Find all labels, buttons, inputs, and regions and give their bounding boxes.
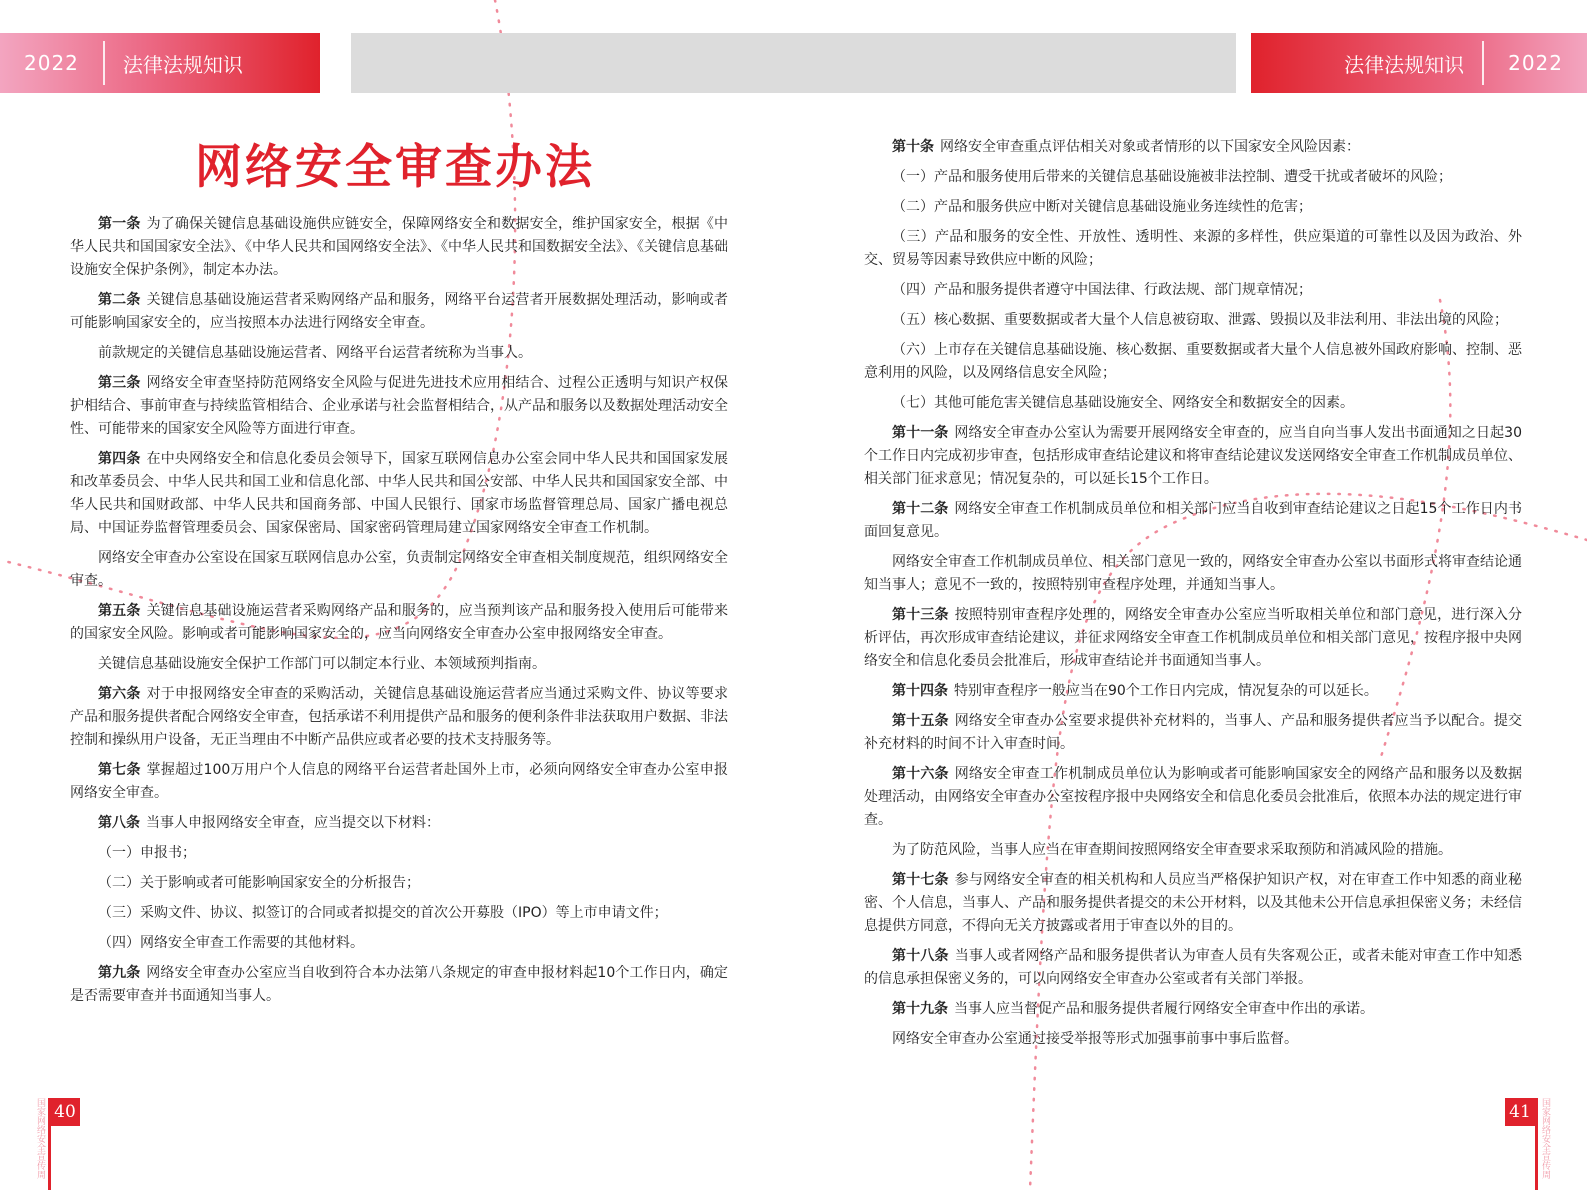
article-text: （三）采购文件、协议、拟签订的合同或者拟提交的首次公开募股（IPO）等上市申请文件；	[98, 905, 668, 921]
article-paragraph	[864, 604, 1522, 673]
article-number: 第一条	[98, 216, 141, 232]
article-text: 关键信息基础设施安全保护工作部门可以制定本行业、本领域预判指南。	[98, 656, 546, 672]
article-text: 为了防范风险，当事人应当在审查期间按照网络安全审查要求采取预防和消减风险的措施。	[892, 842, 1452, 858]
article-paragraph	[864, 710, 1522, 756]
article-paragraph	[864, 551, 1522, 597]
article-paragraph	[864, 839, 1522, 862]
article-text: （五）核心数据、重要数据或者大量个人信息被窃取、泄露、毁损以及非法利用、非法出境的风险；	[892, 312, 1508, 328]
header-topic: 法律法规知识	[1344, 52, 1465, 77]
article-text: 在中央网络安全和信息化委员会领导下，国家互联网信息办公室会同中华人民共和国国家发展和改革委员会、中华人民共和国工业和信息化部、中华人民共和国公安部、中华人民共和国国家安全部、中华人民共和国财政部、中华人民共和国商务部、中国人民银行、国家市场监督管理总局、国家广播电视总局、中国证券监督管理委员会、国家保密局、国家密码管理局建立国家网络安全审查工作机制。	[70, 451, 729, 536]
article-paragraph	[70, 842, 728, 865]
footer-vertical-text-left: 国家网络安全宣传周	[35, 1098, 45, 1179]
article-paragraph	[70, 902, 728, 925]
article-text: 按照特别审查程序处理的，网络安全审查办公室应当听取相关单位和部门意见，进行深入分析评估，再次形成审查结论建议，并征求网络安全审查工作机制成员单位和相关部门意见，按程序报中央网络安全和信息化委员会批准后，形成审查结论并书面通知当事人。	[864, 607, 1523, 669]
article-paragraph	[70, 289, 728, 335]
article-text: 网络安全审查办公室要求提供补充材料的，当事人、产品和服务提供者应当予以配合。提交补充材料的时间不计入审查时间。	[864, 713, 1523, 752]
header-grey-band	[351, 33, 1236, 93]
article-paragraph	[70, 600, 728, 646]
article-paragraph	[864, 196, 1522, 219]
article-text: 特别审查程序一般应当在90个工作日内完成，情况复杂的可以延长。	[954, 683, 1378, 699]
article-paragraph	[864, 136, 1522, 159]
article-text: 网络安全审查办公室通过接受举报等形式加强事前事中事后监督。	[892, 1031, 1298, 1047]
article-paragraph	[70, 932, 728, 955]
article-paragraph	[864, 392, 1522, 415]
article-number: 第六条	[98, 686, 141, 702]
article-number: 第十条	[892, 139, 934, 155]
article-text: 网络安全审查工作机制成员单位认为影响或者可能影响国家安全的网络产品和服务以及数据处理活动，由网络安全审查办公室按程序报中央网络安全和信息化委员会批准后，依照本办法的规定进行审查。	[864, 766, 1523, 828]
article-text: 当事人申报网络安全审查，应当提交以下材料：	[146, 815, 440, 831]
article-paragraph	[70, 872, 728, 895]
article-text: 对于申报网络安全审查的采购活动，关键信息基础设施运营者应当通过采购文件、协议等要求产品和服务提供者配合网络安全审查，包括承诺不利用提供产品和服务的便利条件非法获取用户数据、非法控制和操纵用户设备，无正当理由不中断产品供应或者必要的技术支持服务等。	[70, 686, 729, 748]
article-paragraph	[70, 759, 728, 805]
article-paragraph	[70, 962, 728, 1008]
article-number: 第五条	[98, 603, 141, 619]
article-number: 第十三条	[892, 607, 949, 623]
article-paragraph	[864, 166, 1522, 189]
header-year: 2022	[1508, 51, 1563, 75]
article-text: （六）上市存在关键信息基础设施、核心数据、重要数据或者大量个人信息被外国政府影响、控制、恶意利用的风险，以及网络信息安全风险；	[864, 342, 1522, 381]
article-paragraph	[70, 653, 728, 676]
article-text: 网络安全审查办公室认为需要开展网络安全审查的，应当自向当事人发出书面通知之日起30个工作日内完成初步审查，包括形成审查结论建议和将审查结论建议发送网络安全审查工作机制成员单位、相关部门征求意见；情况复杂的，可以延长15个工作日。	[864, 425, 1523, 487]
article-text: 当事人或者网络产品和服务提供者认为审查人员有失客观公正，或者未能对审查工作中知悉的信息承担保密义务的，可以向网络安全审查办公室或者有关部门举报。	[864, 948, 1523, 987]
article-number: 第九条	[98, 965, 141, 981]
article-paragraph	[70, 812, 728, 835]
footer-bar-right	[1535, 1098, 1538, 1190]
article-text: 网络安全审查工作机制成员单位和相关部门应当自收到审查结论建议之日起15个工作日内书面回复意见。	[864, 501, 1523, 540]
article-paragraph	[864, 1028, 1522, 1051]
article-paragraph	[864, 498, 1522, 544]
article-number: 第十五条	[892, 713, 949, 729]
page-number-left: 40	[50, 1098, 80, 1126]
article-paragraph	[864, 945, 1522, 991]
article-paragraph	[864, 422, 1522, 491]
left-column	[70, 213, 728, 1015]
article-text: （二）关于影响或者可能影响国家安全的分析报告；	[98, 875, 420, 891]
article-text: 网络安全审查坚持防范网络安全风险与促进先进技术应用相结合、过程公正透明与知识产权保护相结合、事前审查与持续监管相结合、企业承诺与社会监督相结合，从产品和服务以及数据处理活动安全性、可能带来的国家安全风险等方面进行审查。	[70, 375, 729, 437]
article-text: （四）产品和服务提供者遵守中国法律、行政法规、部门规章情况；	[892, 282, 1312, 298]
header-band-right	[1251, 33, 1587, 93]
article-paragraph	[70, 342, 728, 365]
article-paragraph	[864, 763, 1522, 832]
article-number: 第十九条	[892, 1001, 948, 1017]
article-paragraph	[70, 448, 728, 540]
article-number: 第二条	[98, 292, 141, 308]
article-text: 网络安全审查办公室设在国家互联网信息办公室，负责制定网络安全审查相关制度规范，组织网络安全审查。	[70, 550, 728, 589]
article-paragraph	[864, 869, 1522, 938]
article-paragraph	[70, 372, 728, 441]
article-text: 前款规定的关键信息基础设施运营者、网络平台运营者统称为当事人。	[98, 345, 532, 361]
article-paragraph	[70, 213, 728, 282]
article-text: （一）产品和服务使用后带来的关键信息基础设施被非法控制、遭受干扰或者破坏的风险；	[892, 169, 1452, 185]
article-number: 第四条	[98, 451, 141, 467]
article-number: 第三条	[98, 375, 141, 391]
footer-vertical-text-right: 国家网络安全宣传周	[1540, 1098, 1550, 1179]
article-number: 第十四条	[892, 683, 948, 699]
article-paragraph	[864, 680, 1522, 703]
article-text: 为了确保关键信息基础设施供应链安全，保障网络安全和数据安全，维护国家安全，根据《中华人民共和国国家安全法》、《中华人民共和国网络安全法》、《中华人民共和国数据安全法》、《关键信息基础设施安全保护条例》，制定本办法。	[70, 216, 729, 278]
article-number: 第八条	[98, 815, 140, 831]
article-paragraph	[864, 339, 1522, 385]
article-text: 关键信息基础设施运营者采购网络产品和服务的，应当预判该产品和服务投入使用后可能带来的国家安全风险。影响或者可能影响国家安全的，应当向网络安全审查办公室申报网络安全审查。	[70, 603, 729, 642]
article-number: 第十二条	[892, 501, 949, 517]
article-number: 第十七条	[892, 872, 949, 888]
article-number: 第十八条	[892, 948, 949, 964]
article-text: （四）网络安全审查工作需要的其他材料。	[98, 935, 364, 951]
article-text: （二）产品和服务供应中断对关键信息基础设施业务连续性的危害；	[892, 199, 1312, 215]
article-number: 第十六条	[892, 766, 949, 782]
article-text: （七）其他可能危害关键信息基础设施安全、网络安全和数据安全的因素。	[892, 395, 1354, 411]
header-year: 2022	[24, 51, 79, 75]
header-band-left	[0, 33, 320, 93]
article-text: 网络安全审查重点评估相关对象或者情形的以下国家安全风险因素：	[940, 139, 1360, 155]
article-text: （三）产品和服务的安全性、开放性、透明性、来源的多样性，供应渠道的可靠性以及因为政治、外交、贸易等因素导致供应中断的风险；	[864, 229, 1522, 268]
page-title: 网络安全审查办法	[195, 140, 595, 195]
page-number-right: 41	[1505, 1098, 1535, 1126]
article-text: 参与网络安全审查的相关机构和人员应当严格保护知识产权，对在审查工作中知悉的商业秘密、个人信息，当事人、产品和服务提供者提交的未公开材料，以及其他未公开信息承担保密义务；未经信息提供方同意，不得向无关方披露或者用于审查以外的目的。	[864, 872, 1523, 934]
article-paragraph	[864, 998, 1522, 1021]
article-number: 第七条	[98, 762, 141, 778]
article-paragraph	[70, 547, 728, 593]
article-number: 第十一条	[892, 425, 949, 441]
article-text: 关键信息基础设施运营者采购网络产品和服务，网络平台运营者开展数据处理活动，影响或者可能影响国家安全的，应当按照本办法进行网络安全审查。	[70, 292, 729, 331]
article-paragraph	[70, 683, 728, 752]
article-text: 掌握超过100万用户个人信息的网络平台运营者赴国外上市，必须向网络安全审查办公室申报网络安全审查。	[70, 762, 728, 801]
article-paragraph	[864, 226, 1522, 272]
article-text: 网络安全审查办公室应当自收到符合本办法第八条规定的审查申报材料起10个工作日内，确定是否需要审查并书面通知当事人。	[70, 965, 729, 1004]
article-text: （一）申报书；	[98, 845, 196, 861]
article-paragraph	[864, 279, 1522, 302]
article-paragraph	[864, 309, 1522, 332]
article-text: 当事人应当督促产品和服务提供者履行网络安全审查中作出的承诺。	[954, 1001, 1374, 1017]
article-text: 网络安全审查工作机制成员单位、相关部门意见一致的，网络安全审查办公室以书面形式将审查结论通知当事人；意见不一致的，按照特别审查程序处理，并通知当事人。	[864, 554, 1522, 593]
header-topic: 法律法规知识	[122, 52, 243, 77]
right-column	[864, 136, 1522, 1058]
